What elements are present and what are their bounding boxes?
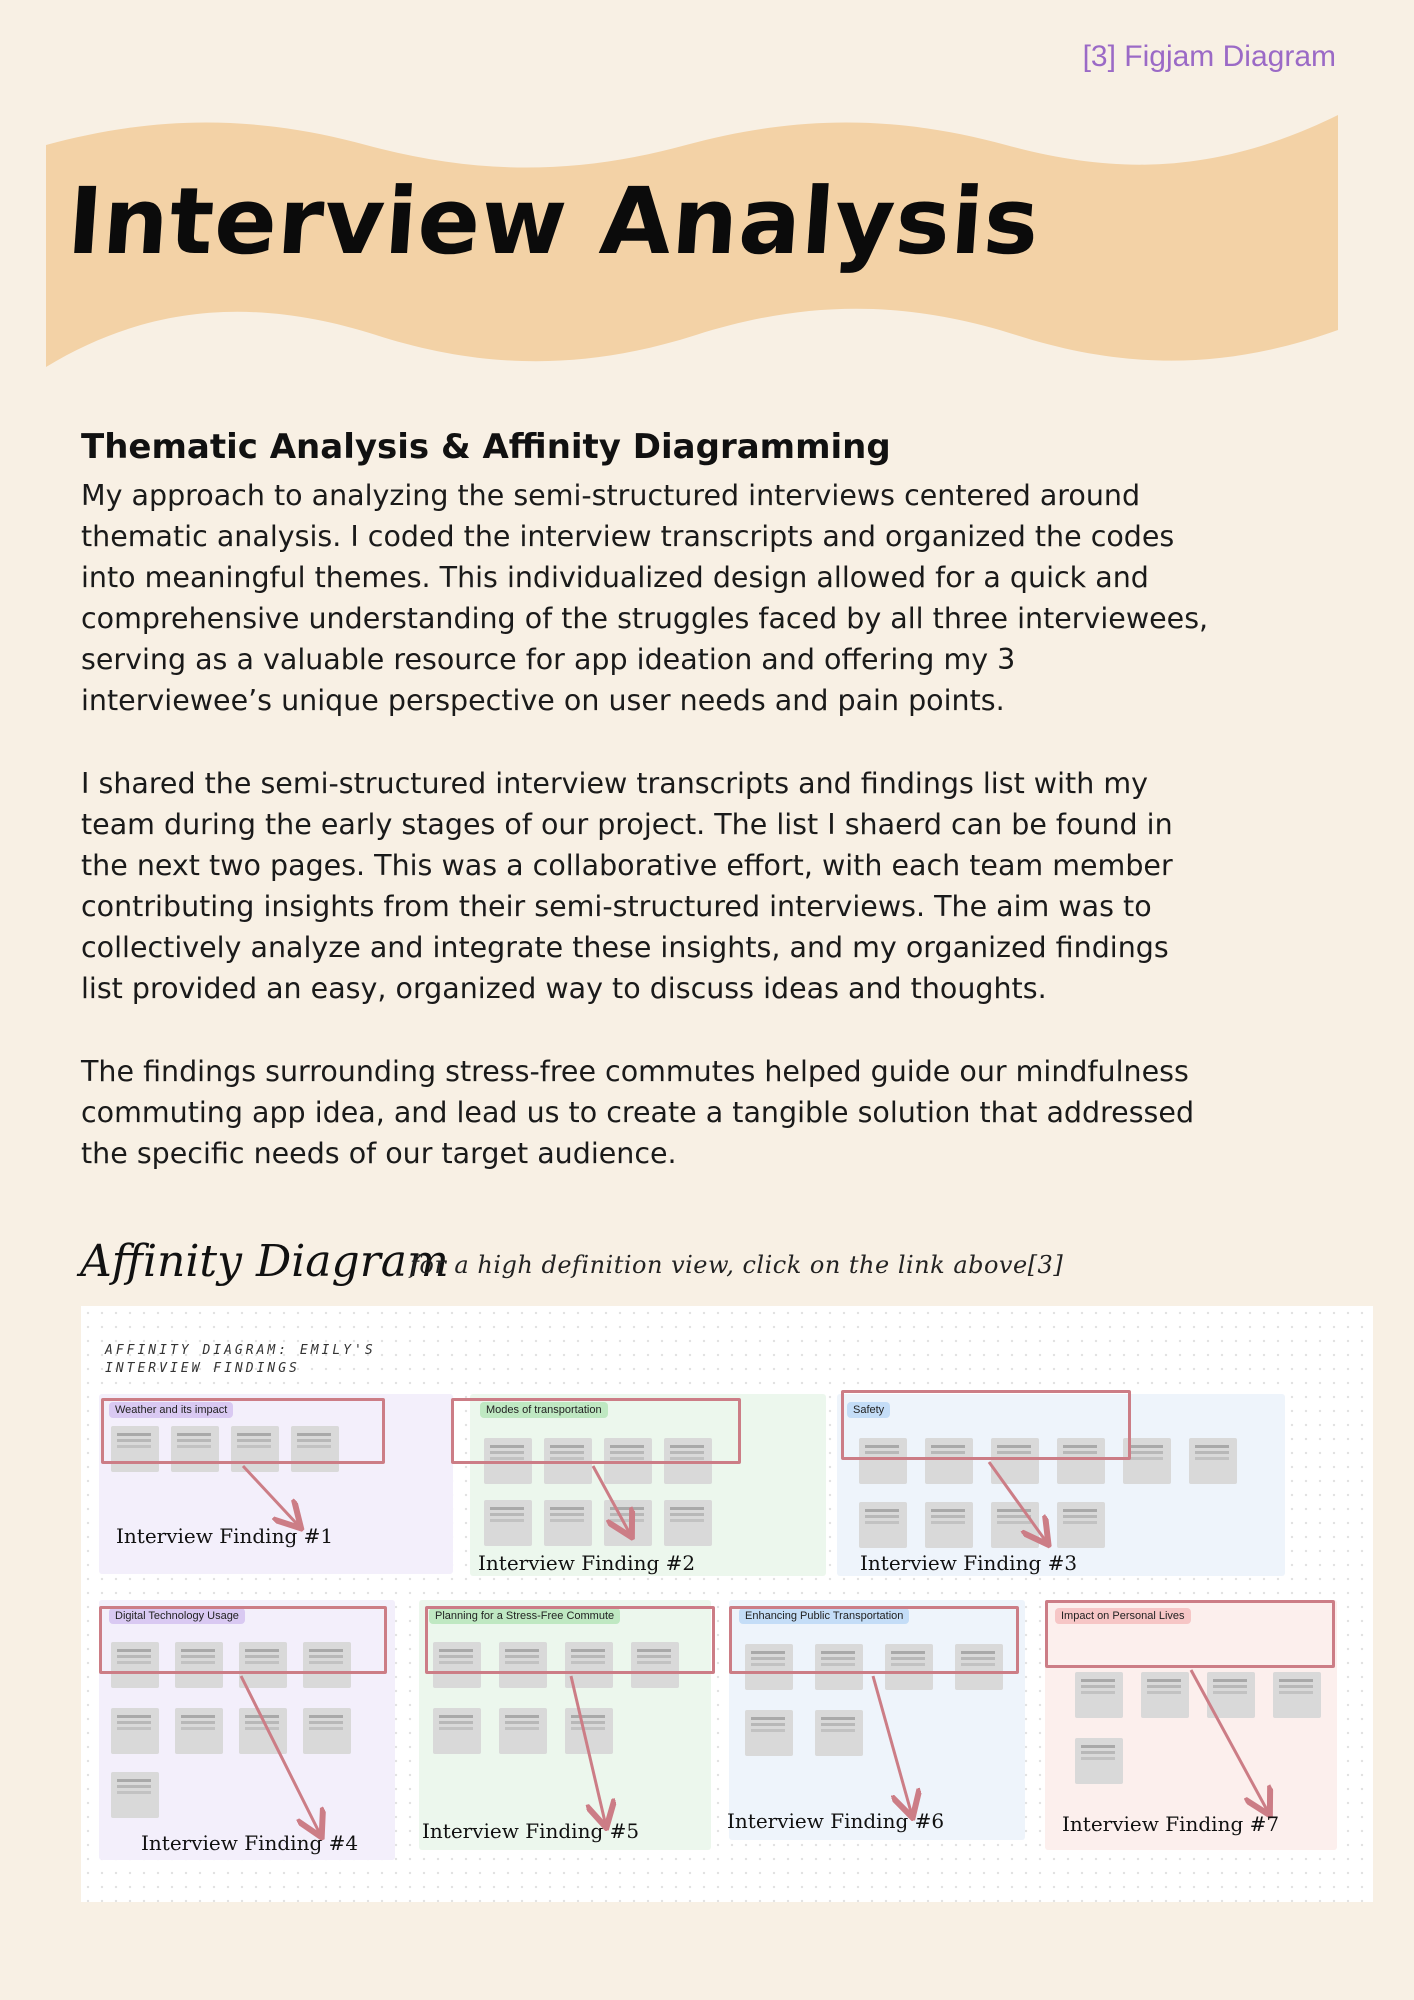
sticky-note xyxy=(111,1708,159,1754)
sticky-note xyxy=(1075,1672,1123,1718)
affinity-board[interactable] xyxy=(81,1306,1373,1902)
finding-label-1: Interview Finding #1 xyxy=(116,1524,334,1548)
sticky-note xyxy=(484,1500,532,1546)
highlight-box-6 xyxy=(729,1606,1019,1674)
chip-safety: Safety xyxy=(847,1402,890,1418)
sticky-note xyxy=(433,1708,481,1754)
sticky-note xyxy=(544,1500,592,1546)
sticky-note xyxy=(175,1708,223,1754)
chip-planning: Planning for a Stress-Free Commute xyxy=(429,1608,620,1624)
finding-label-2: Interview Finding #2 xyxy=(478,1551,696,1575)
page-title: Interview Analysis xyxy=(64,168,1044,275)
sticky-note xyxy=(745,1710,793,1756)
highlight-box-5 xyxy=(425,1606,715,1674)
sticky-note xyxy=(1207,1672,1255,1718)
highlight-box-7 xyxy=(1045,1600,1335,1668)
paragraph-1: My approach to analyzing the semi-structured interviews centered around thematic analysis. I coded the interview transcripts and organized the codes into meaningful themes. This individualized design allowed for a quick and comprehensive understanding of the struggles faced by all three interviewees, serving as a valuable resource for app ideation and offering my 3 interviewee’s unique perspective on user needs and pain points. xyxy=(81,479,1209,717)
sticky-note xyxy=(111,1772,159,1818)
finding-label-4: Interview Finding #4 xyxy=(141,1831,359,1855)
highlight-box-3 xyxy=(841,1390,1131,1460)
sticky-note xyxy=(1273,1672,1321,1718)
figjam-diagram-link[interactable]: [3] Figjam Diagram xyxy=(1082,40,1336,73)
paragraph-2: I shared the semi-structured interview transcripts and findings list with my team during the early stages of our project. The list I shaerd can be found in the next two pages. This was a collaborative effort, with each team member contributing insights from their semi-structured interviews. The aim was to collectively analyze and integrate these insights, and my organized findings list provided an easy, organized way to discuss ideas and thoughts. xyxy=(81,767,1173,1005)
sticky-note xyxy=(303,1708,351,1754)
sticky-note xyxy=(499,1708,547,1754)
paragraph-3: The findings surrounding stress-free commutes helped guide our mindfulness commuting app idea, and lead us to create a tangible solution that addressed the specific needs of our target audience. xyxy=(81,1055,1195,1170)
finding-label-7: Interview Finding #7 xyxy=(1062,1812,1280,1836)
affinity-note: for a high definition view, click on the link above[3] xyxy=(410,1251,1064,1279)
sticky-note xyxy=(664,1500,712,1546)
sticky-note xyxy=(991,1502,1039,1548)
chip-weather: Weather and its impact xyxy=(109,1402,233,1418)
affinity-heading: Affinity Diagram xyxy=(80,1236,449,1287)
chip-personal-lives: Impact on Personal Lives xyxy=(1055,1608,1191,1624)
sticky-note xyxy=(565,1708,613,1754)
sticky-note xyxy=(1141,1672,1189,1718)
chip-transportation: Modes of transportation xyxy=(480,1402,608,1418)
sticky-note xyxy=(925,1502,973,1548)
section-heading: Thematic Analysis & Affinity Diagramming xyxy=(81,427,891,467)
highlight-box-2 xyxy=(451,1398,741,1464)
sticky-note xyxy=(1075,1738,1123,1784)
highlight-box-1 xyxy=(101,1398,385,1464)
sticky-note xyxy=(815,1710,863,1756)
sticky-note xyxy=(604,1500,652,1546)
finding-label-6: Interview Finding #6 xyxy=(727,1809,945,1833)
chip-digital-tech: Digital Technology Usage xyxy=(109,1608,245,1624)
sticky-note xyxy=(1057,1502,1105,1548)
board-title: AFFINITY DIAGRAM: EMILY'S INTERVIEW FINDINGS xyxy=(105,1343,376,1376)
chip-public-transport: Enhancing Public Transportation xyxy=(739,1608,909,1624)
sticky-note xyxy=(239,1708,287,1754)
highlight-box-4 xyxy=(99,1606,387,1674)
sticky-note xyxy=(1189,1438,1237,1484)
finding-label-5: Interview Finding #5 xyxy=(422,1819,640,1843)
sticky-note xyxy=(859,1502,907,1548)
finding-label-3: Interview Finding #3 xyxy=(860,1551,1078,1575)
